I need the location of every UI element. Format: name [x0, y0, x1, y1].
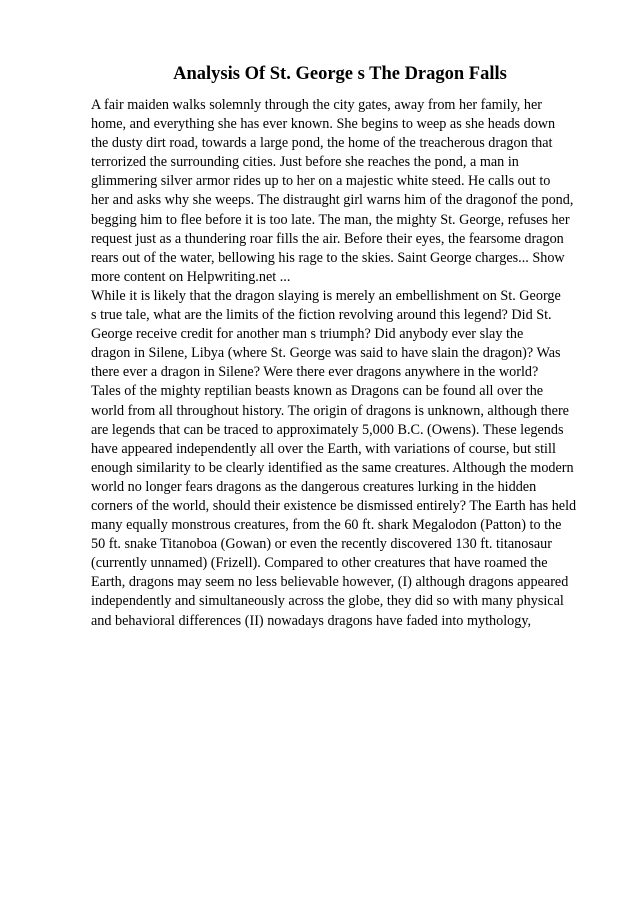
body-line: world from all throughout history. The origin of dragons is unknown, although there — [91, 402, 569, 419]
body-line: her and asks why she weeps. The distraught girl warns him of the dragonof the pond, — [91, 192, 574, 209]
body-line: have appeared independently all over the Earth, with variations of course, but still — [91, 440, 556, 457]
body-line: dragon in Silene, Libya (where St. George was said to have slain the dragon)? Was — [91, 345, 561, 362]
body-line: request just as a thundering roar fills the air. Before their eyes, the fearsome dragon — [91, 230, 564, 247]
body-line: independently and simultaneously across the globe, they did so with many physical — [91, 593, 564, 610]
body-line: more content on Helpwriting.net ... — [91, 268, 291, 285]
body-line: many equally monstrous creatures, from the 60 ft. shark Megalodon (Patton) to the — [91, 517, 562, 534]
body-line: the dusty dirt road, towards a large pond, the home of the treacherous dragon that — [91, 135, 553, 152]
body-line: begging him to flee before it is too late. The man, the mighty St. George, refuses her — [91, 211, 570, 228]
body-line: enough similarity to be clearly identified as the same creatures. Although the modern — [91, 459, 574, 476]
body-line: 50 ft. snake Titanoboa (Gowan) or even the recently discovered 130 ft. titanosaur — [91, 536, 552, 553]
body-line: Tales of the mighty reptilian beasts known as Dragons can be found all over the — [91, 383, 544, 400]
document-title: Analysis Of St. George s The Dragon Falls — [173, 64, 507, 84]
body-line: s true tale, what are the limits of the fiction revolving around this legend? Did St. — [91, 307, 552, 324]
body-line: there ever a dragon in Silene? Were there ever dragons anywhere in the world? — [91, 364, 539, 381]
body-line: world no longer fears dragons as the dangerous creatures lurking in the hidden — [91, 478, 537, 495]
body-line: rears out of the water, bellowing his rage to the skies. Saint George charges... Show — [91, 249, 565, 266]
body-line: home, and everything she has ever known. She begins to weep as she heads down — [91, 116, 556, 133]
body-line: are legends that can be traced to approximately 5,000 B.C. (Owens). These legends — [91, 421, 564, 438]
body-line: Earth, dragons may seem no less believable however, (I) although dragons appeared — [91, 574, 569, 591]
body-line: and behavioral differences (II) nowadays dragons have faded into mythology, — [91, 612, 532, 629]
document-body — [91, 96, 611, 631]
body-line: George receive credit for another man s triumph? Did anybody ever slay the — [91, 326, 524, 343]
body-line: While it is likely that the dragon slaying is merely an embellishment on St. George — [91, 287, 561, 304]
body-line: glimmering silver armor rides up to her on a majestic white steed. He calls out to — [91, 173, 551, 190]
body-line: A fair maiden walks solemnly through the city gates, away from her family, her — [91, 97, 542, 113]
body-line: terrorized the surrounding cities. Just before she reaches the pond, a man in — [91, 154, 519, 171]
body-line: (currently unnamed) (Frizell). Compared to other creatures that have roamed the — [91, 555, 548, 572]
body-line: corners of the world, should their existence be dismissed entirely? The Earth has held — [91, 497, 577, 514]
